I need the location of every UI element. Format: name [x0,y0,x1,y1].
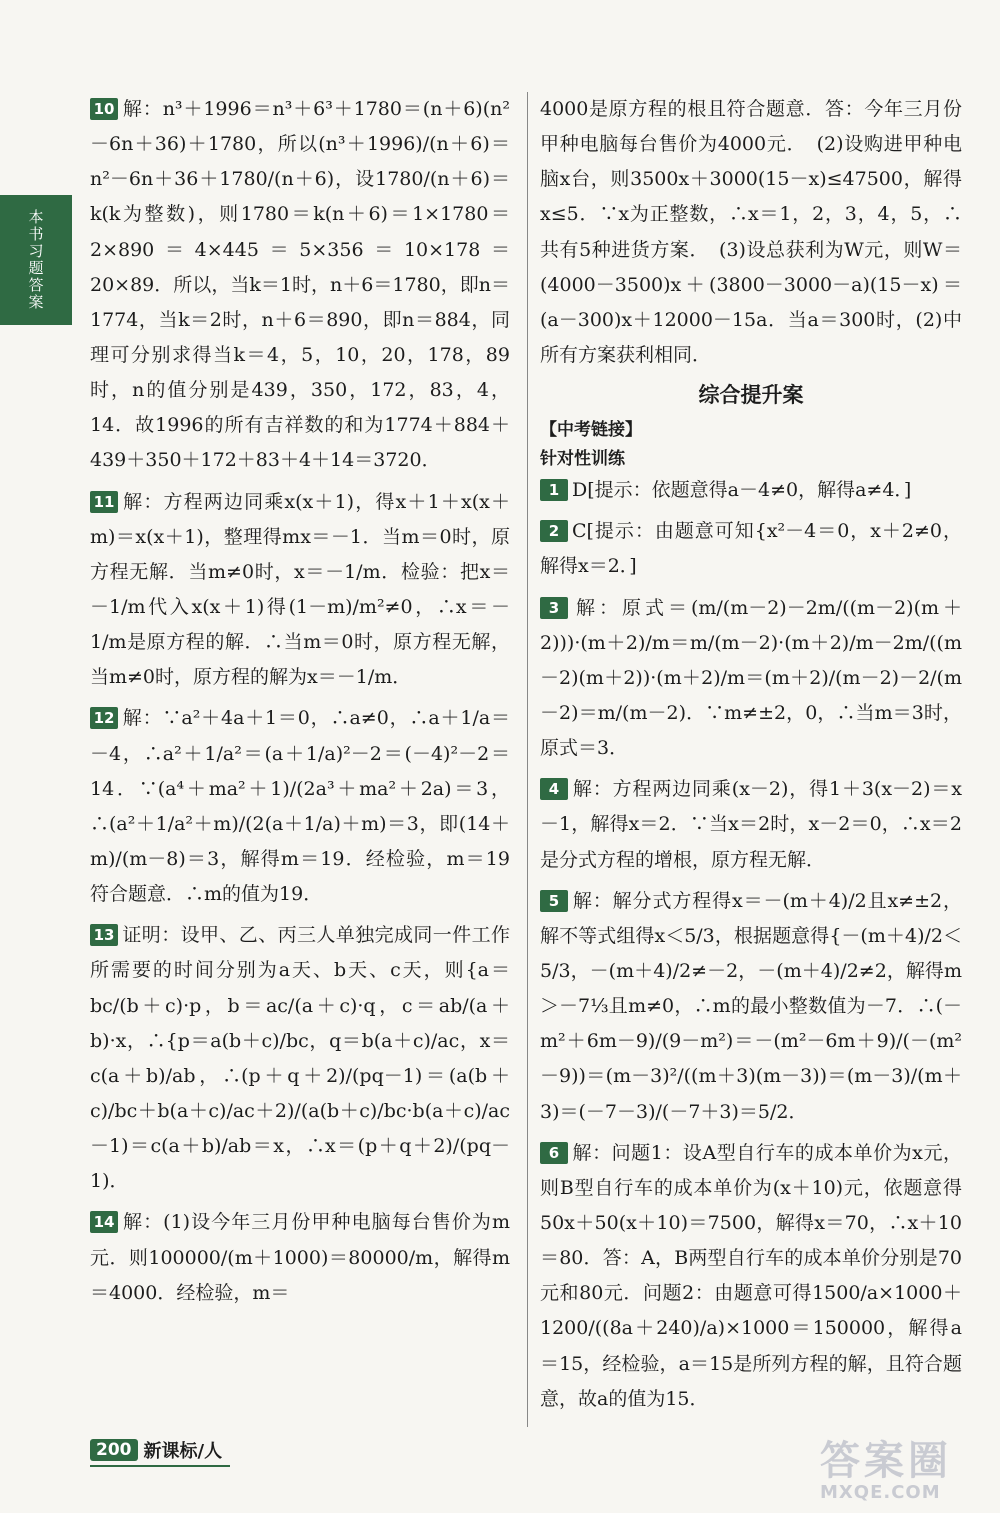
left-column [90,92,510,1317]
answer-item [90,1205,510,1310]
side-tab [0,195,72,325]
answer-item [540,772,962,877]
item-number: 13 [90,924,118,946]
right-column [540,92,962,1423]
watermark-en: MXQE.COM [820,1482,941,1503]
section-subtag: 针对性训练 [540,449,625,470]
answer-item [540,884,962,1130]
item-text: 证明：设甲、乙、丙三人单独完成同一件工作所需要的时间分别为a天、b天、c天，则{a＝bc/(b＋c)·p，b＝ac/(a＋c)·q，c＝ab/(a＋b)·x，∴{p＝a(b＋c)/bc，q＝b(a＋c)/ac，x＝c(a＋b)/ab，∴(p＋q＋2)/(pq－1)＝(a(b＋c)/bc＋b(a＋c)/ac＋2)/(a(b＋c)/bc·b(a＋c)/ac－1)＝c(a＋b)/ab＝x，∴x＝(p＋q＋2)/(pq－1)． [90,924,510,1193]
item-number: 4 [540,778,568,800]
answer-item [540,1136,962,1417]
item-text: 解：(1)设今年三月份甲种电脑每台售价为m元．则100000/(m＋1000)＝80000/m，解得m＝4000．经检验，m＝ [90,1211,510,1304]
item-text: 解：问题1：设A型自行车的成本单价为x元，则B型自行车的成本单价为(x＋10)元，依题意得50x＋50(x＋10)＝7500，解得x＝70，∴x＋10＝80．答：A，B两型自行车的成本单价分别是70元和80元．问题2：由题意可得1500/a×1000＋1200/((8a＋240)/a)×1000＝150000，解得a＝15，经检验，a＝15是所列方程的解，且符合题意，故a的值为15． [540,1141,962,1410]
answer-item [90,485,510,696]
answer-item [90,701,510,912]
item-number: 5 [540,890,568,912]
answer-item [540,514,962,584]
answer-continuation: 4000是原方程的根且符合题意．答：今年三月份甲种电脑每台售价为4000元． (2)设购进甲种电脑x台，则3500x＋3000(15－x)≤47500，解得x≤5．∵x为正整数，∴x＝1，2，3，4，5，∴共有5种进货方案． (3)设总获利为W元，则W＝(4000－3500)x＋(3800－3000－a)(15－x)＝(a－300)x＋12000－15a．当a＝300时，(2)中所有方案获利相同． [540,98,962,366]
watermark-cn: 答案圈 [820,1438,952,1484]
edition-label: 新课标/人 [143,1441,223,1462]
item-number: 6 [540,1142,568,1164]
item-text: 解：方程两边同乘x(x＋1)，得x＋1＋x(x＋m)＝x(x＋1)，整理得mx＝－1．当m＝0时，原方程无解．当m≠0时，x＝－1/m．检验：把x＝－1/m代入x(x＋1)得(1－m)/m²≠0，∴x＝－1/m是原方程的解．∴当m＝0时，原方程无解，当m≠0时，原方程的解为x＝－1/m． [90,490,510,689]
answer-item [540,473,962,508]
watermark [820,1440,992,1506]
answer-item [540,591,962,767]
item-number: 12 [90,707,118,729]
item-number: 1 [540,479,568,501]
item-number: 3 [540,597,568,619]
item-number: 10 [90,98,118,120]
item-text: D[提示：依题意得a－4≠0，解得a≠4．] [572,479,912,502]
item-number: 2 [540,520,568,542]
section-tag: 【中考链接】 [540,420,642,441]
item-text: C[提示：由题意可知{x²－4＝0，x＋2≠0，解得x＝2．] [540,520,962,578]
item-number: 11 [90,491,118,513]
item-text: 解：∵a²＋4a＋1＝0，∴a≠0，∴a＋1/a＝－4，∴a²＋1/a²＝(a＋1/a)²－2＝(－4)²－2＝14．∵(a⁴＋ma²＋1)/(2a³＋ma²＋2a)＝3，∴(a²＋1/a²＋m)/(2(a＋1/a)＋m)＝3，即(14＋m)/(m－8)＝3，解得m＝19．经检验，m＝19符合题意．∴m的值为19． [90,707,510,906]
answer-item [90,918,510,1199]
item-text: 解：原式＝(m/(m－2)－2m/((m－2)(m＋2)))·(m＋2)/m＝m/(m－2)·(m＋2)/m－2m/((m－2)(m＋2))·(m＋2)/m＝(m＋2)/(m－2)－2/(m－2)＝m/(m－2)．∵m≠±2，0，∴当m＝3时，原式＝3． [540,596,962,760]
item-text: 解：方程两边同乘(x－2)，得1＋3(x－2)＝x－1，解得x＝2．∵当x＝2时，x－2＝0，∴x＝2是分式方程的增根，原方程无解． [540,778,962,871]
footer-rule [90,1465,230,1467]
item-number: 14 [90,1211,118,1233]
page-footer [90,1437,222,1463]
column-divider [527,92,528,1427]
answer-item [90,92,510,479]
item-text: 解：解分式方程得x＝－(m＋4)/2且x≠±2，解不等式组得x＜5/3，根据题意得{－(m＋4)/2＜5/3，－(m＋4)/2≠－2，－(m＋4)/2≠2，解得m＞－7⅓且m≠0，∴m的最小整数值为－7．∴(－m²＋6m－9)/(9－m²)＝－(m²－6m＋9)/(－(m²－9))＝(m－3)²/((m＋3)(m－3))＝(m－3)/(m＋3)＝(－7－3)/(－7＋3)＝5/2． [540,889,962,1123]
side-tab-label: 本书习题答案 [26,209,45,311]
section-heading: 综合提升案 [698,383,804,408]
page-number: 200 [90,1439,138,1461]
item-text: 解：n³＋1996＝n³＋6³＋1780＝(n＋6)(n²－6n＋36)＋1780，所以(n³＋1996)/(n＋6)＝n²－6n＋36＋1780/(n＋6)，设1780/(n＋6)＝k(k为整数)，则1780＝k(n＋6)＝1×1780＝2×890＝4×445＝5×356＝10×178＝20×89．所以，当k＝1时，n＋6＝1780，即n＝1774，当k＝2时，n＋6＝890，即n＝884，同理可分别求得当k＝4，5，10，20，178，89时，n的值分别是439，350，172，83，4，14．故1996的所有吉祥数的和为1774＋884＋439＋350＋172＋83＋4＋14＝3720． [90,98,510,472]
